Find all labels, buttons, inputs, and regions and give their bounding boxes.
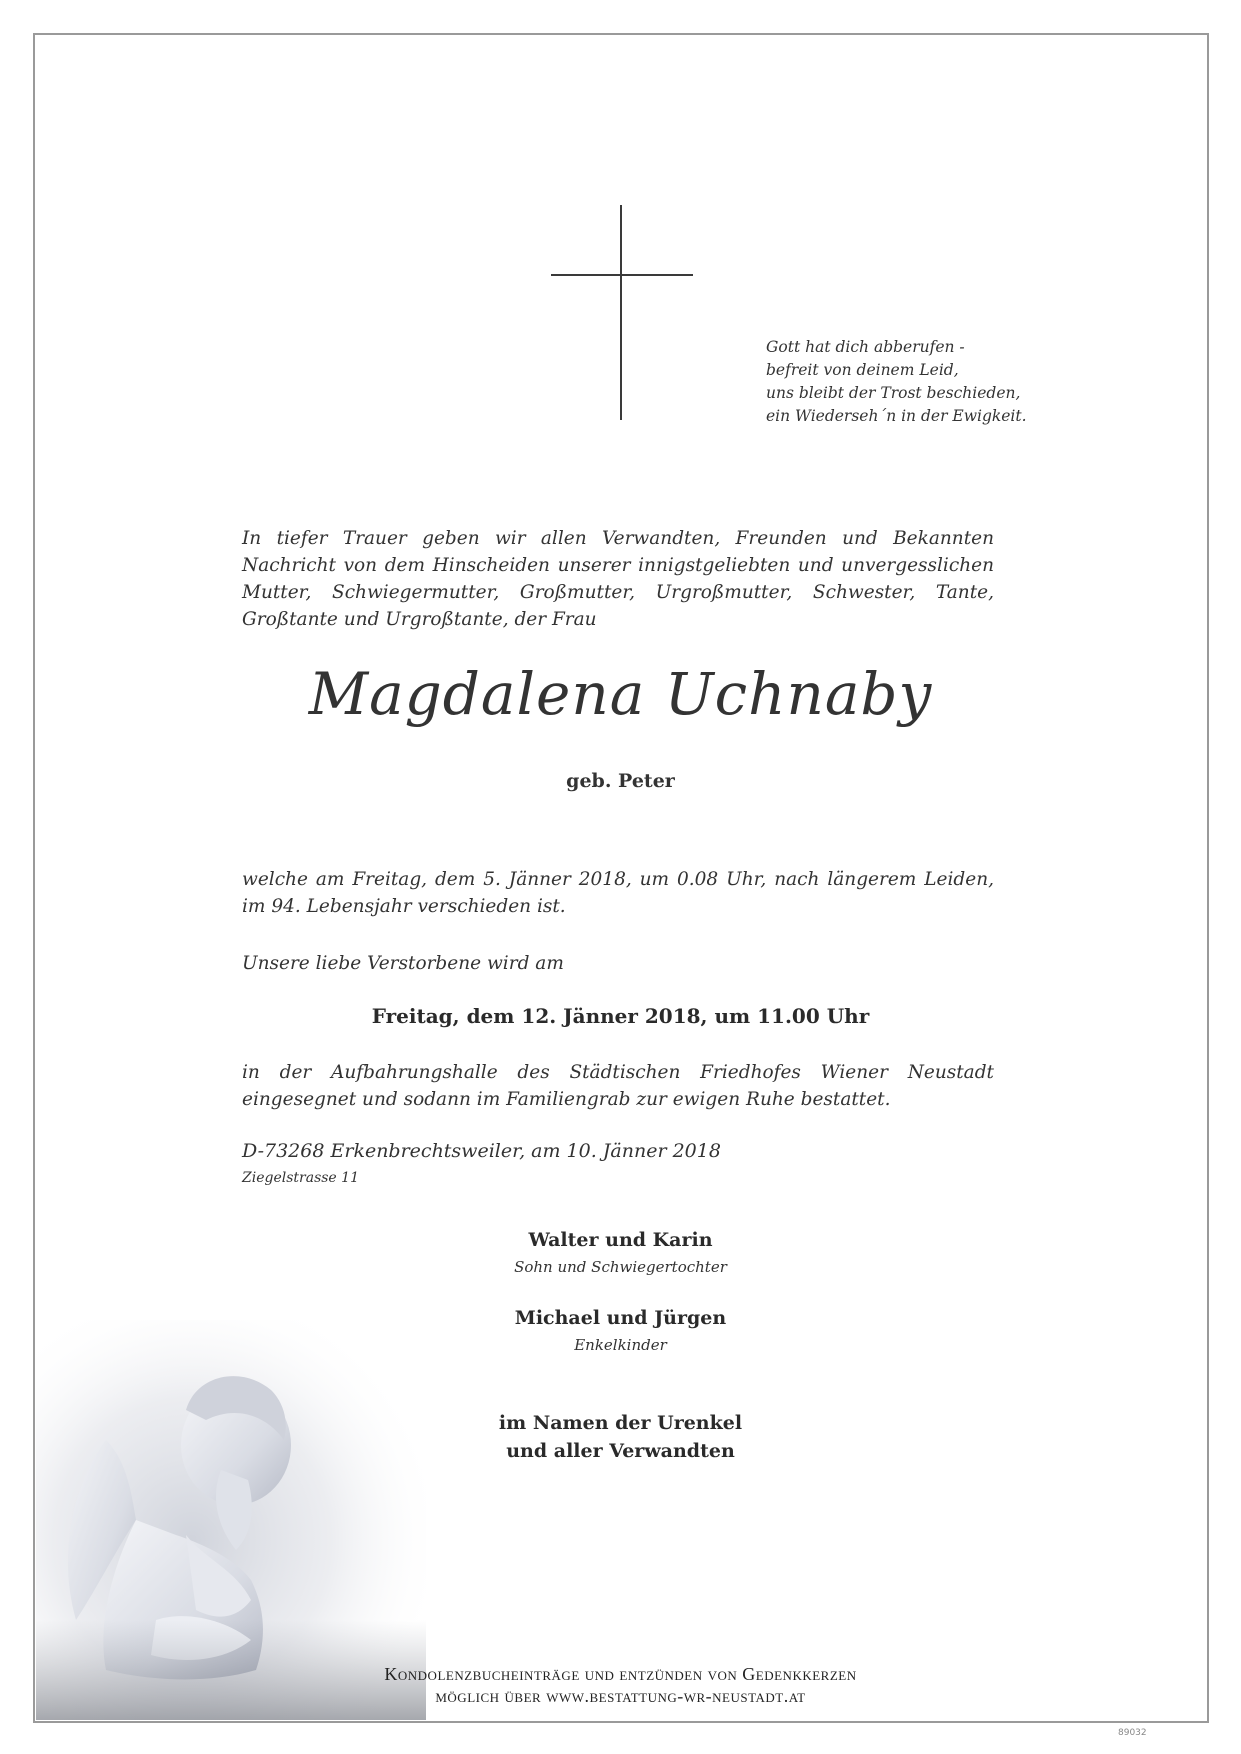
death-info: welche am Freitag, dem 5. Jänner 2018, um 0.08 Uhr, nach längerem Leiden, im 94. Lebensjahr verschieden ist. [242, 869, 994, 917]
maiden-name: geb. Peter [566, 770, 675, 792]
closing-line: im Namen der Urenkel [498, 1412, 743, 1434]
footer-line: Kondolenzbucheinträge und entzünden von Gedenkkerzen [384, 1664, 857, 1684]
footer-website [0, 1686, 1241, 1707]
funeral-intro: Unsere liebe Verstorbene wird am [242, 953, 564, 974]
deceased-name: Magdalena Uchnaby [308, 660, 933, 728]
mourner-role: Sohn und Schwiegertochter [514, 1258, 727, 1276]
footer-line: möglich über www.bestattung-wr-neustadt.at [435, 1686, 806, 1706]
mourner-name: Michael und Jürgen [514, 1307, 727, 1329]
mourner-role: Enkelkinder [574, 1336, 667, 1354]
verse-line: uns bleibt der Trost beschieden, [766, 384, 1021, 402]
verse-line: befreit von deinem Leid, [766, 361, 959, 379]
memorial-verse [766, 336, 1026, 428]
verse-line: ein Wiederseh´n in der Ewigkeit. [766, 407, 1027, 425]
funeral-place: in der Aufbahrungshalle des Städtischen Friedhofes Wiener Neustadt eingesegnet und sodann im Familiengrab zur ewigen Ruhe bestattet. [242, 1062, 994, 1110]
footer-condolence [0, 1664, 1241, 1685]
announcement-intro: In tiefer Trauer geben wir allen Verwandten, Freunden und Bekannten Nachricht von dem Hinscheiden unserer innigstgeliebten und unvergesslichen Mutter, Schwiegermutter, Großmutter, Urgroßmutter, Schwester, Tante, Großtante und Urgroßtante, der Frau [242, 528, 994, 630]
place-and-date: D-73268 Erkenbrechtsweiler, am 10. Jänner 2018 [242, 1140, 721, 1162]
closing-line: und aller Verwandten [506, 1440, 735, 1462]
print-code: 89032 [1118, 1728, 1147, 1738]
mourner-name: Walter und Karin [528, 1229, 713, 1251]
angel-statue-image [36, 1320, 426, 1720]
verse-line: Gott hat dich abberufen - [766, 338, 965, 356]
street-address: Ziegelstrasse 11 [242, 1170, 359, 1186]
funeral-date: Freitag, dem 12. Jänner 2018, um 11.00 Uhr [371, 1004, 870, 1028]
